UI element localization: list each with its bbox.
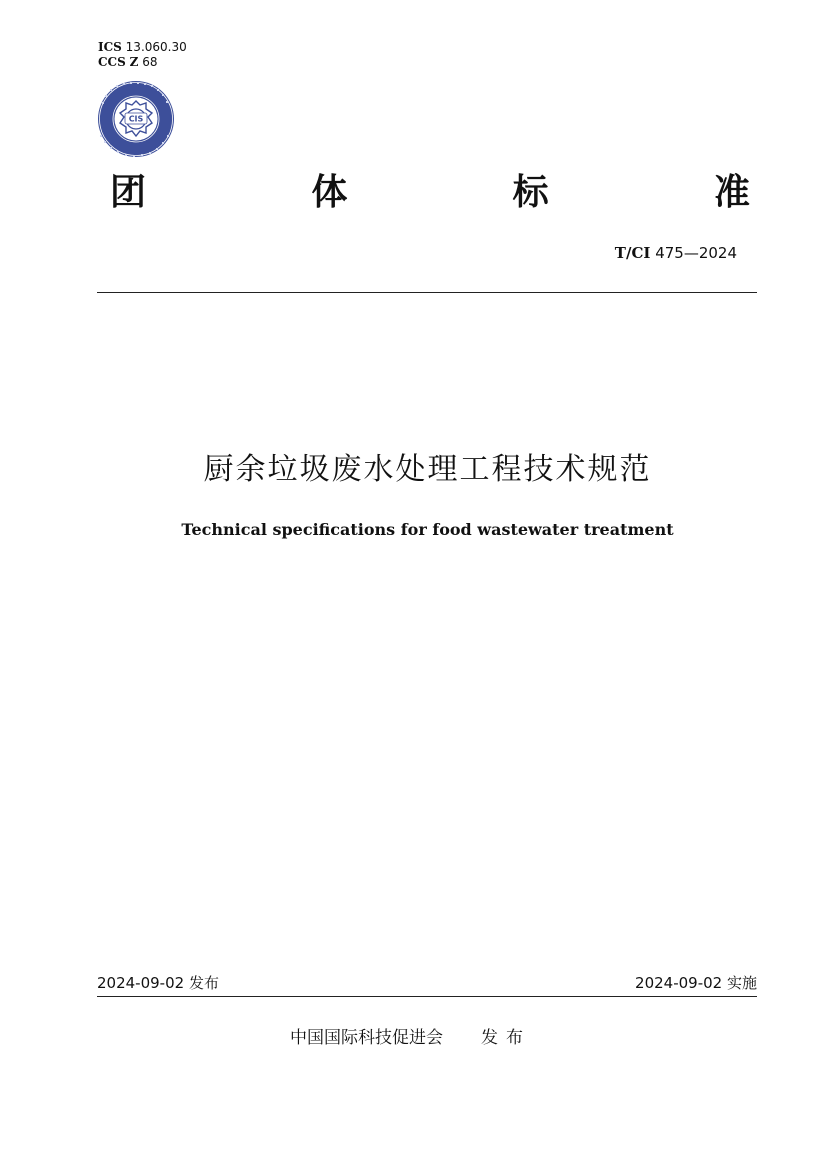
standard-type-char: 体 xyxy=(311,171,348,213)
publisher-action: 发布 xyxy=(481,1028,531,1048)
standard-type-char: 准 xyxy=(713,171,750,213)
standard-number-value: 475—2024 xyxy=(655,244,737,262)
classification-codes xyxy=(98,40,187,70)
publisher-line xyxy=(290,1023,531,1048)
standard-number-prefix: T/CI xyxy=(614,244,651,262)
seal-text: CIS xyxy=(128,114,144,124)
publisher-name: 中国国际科技促进会 xyxy=(290,1028,443,1048)
implementation-date: 2024-09-02 实施 xyxy=(635,974,757,992)
header-divider xyxy=(97,292,757,293)
standard-type-heading xyxy=(110,166,750,212)
ics-label: ICS xyxy=(98,40,122,54)
document-title-chinese: 厨余垃圾废水处理工程技术规范 xyxy=(203,452,652,487)
standard-type-char: 标 xyxy=(512,171,549,213)
ics-value: 13.060.30 xyxy=(125,40,187,54)
ccs-class: Z xyxy=(129,55,139,69)
footer-divider xyxy=(97,996,757,997)
ccs-label: CCS xyxy=(98,55,126,69)
issue-date: 2024-09-02 发布 xyxy=(97,974,219,992)
ics-code xyxy=(98,40,187,55)
standard-number xyxy=(615,244,737,262)
standard-type-char: 团 xyxy=(110,171,147,213)
document-title-english: Technical specifications for food wastewater treatment xyxy=(181,520,674,539)
ccs-value: 68 xyxy=(142,55,158,69)
cis-seal-icon xyxy=(96,79,176,159)
ccs-code xyxy=(98,55,187,70)
